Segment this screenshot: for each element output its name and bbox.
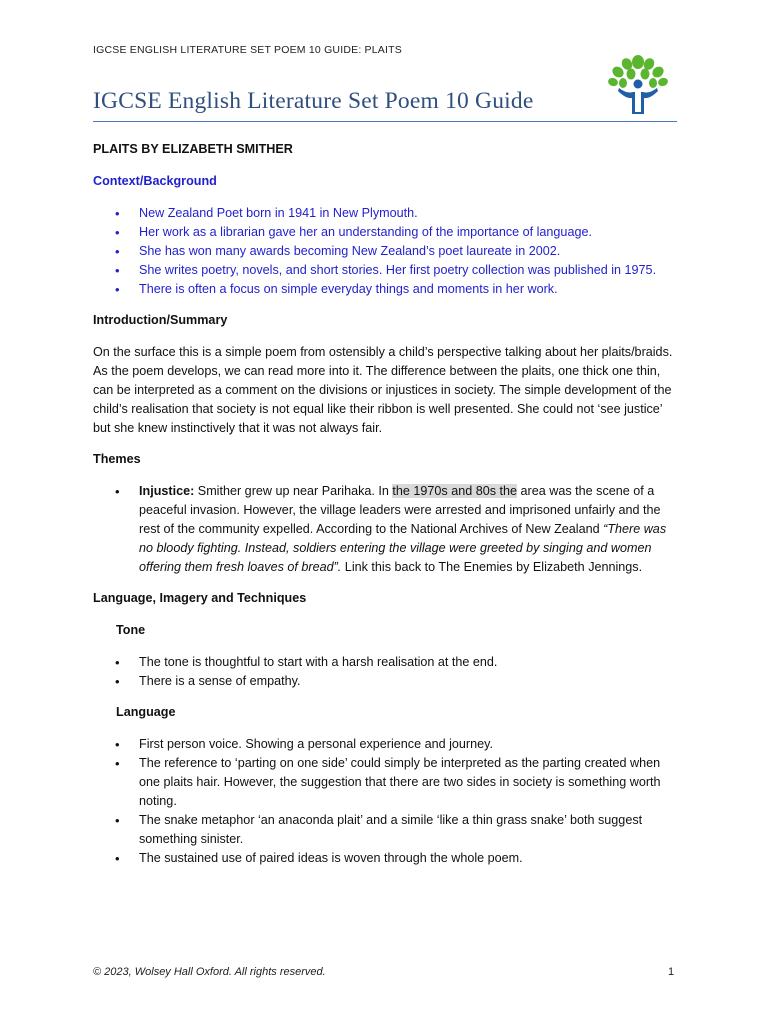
list-item: • She has won many awards becoming New Zealand’s poet laureate in 2002.: [93, 242, 673, 261]
poem-heading: PLAITS BY ELIZABETH SMITHER: [93, 142, 293, 156]
list-item: • New Zealand Poet born in 1941 in New Plymouth.: [93, 204, 673, 223]
tone-list: [93, 653, 673, 691]
theme-item-injustice: [93, 482, 673, 577]
introduction-paragraph: On the surface this is a simple poem from ostensibly a child’s perspective talking about her plaits/braids. As the poem develops, we can read more into it. The difference between the plaits, one thick one thin, can be interpreted as a comment on the divisions or injustices in society. The simple development of the child’s realisation that society is not equal like their ribbon is well presented. She could not ‘see justice’ but she knew instinctively that it was not always fair.: [93, 345, 673, 435]
list-item: • First person voice. Showing a personal experience and journey.: [93, 735, 673, 754]
list-item: • Her work as a librarian gave her an understanding of the importance of language.: [93, 223, 673, 242]
list-item: • There is often a focus on simple everyday things and moments in her work.: [93, 280, 673, 299]
context-list: [93, 204, 673, 299]
archive-quote: “There was no bloody fighting. Instead, soldiers entering the village were greeted by singing and women offering them fresh loaves of bread”.: [139, 522, 667, 574]
theme-text: area was the scene of a peaceful invasion. However, the village leaders were arrested and imprisoned unfairly and the rest of the community expelled. According to the National Archives of New Zealand: [139, 484, 661, 536]
list-item: • There is a sense of empathy.: [93, 672, 673, 691]
footer-copyright: © 2023, Wolsey Hall Oxford. All rights reserved.: [93, 966, 326, 978]
tone-heading: Tone: [116, 623, 146, 637]
context-heading: Context/Background: [93, 174, 217, 188]
list-item: • The tone is thoughtful to start with a harsh realisation at the end.: [93, 653, 673, 672]
theme-label: Injustice:: [139, 484, 195, 498]
page-title: IGCSE English Literature Set Poem 10 Guide: [93, 88, 534, 114]
page-number: 1: [668, 966, 675, 978]
tree-person-logo-icon: [605, 54, 671, 116]
list-item: • She writes poetry, novels, and short stories. Her first poetry collection was published in 1975.: [93, 261, 673, 280]
list-item: • The snake metaphor ‘an anaconda plait’ and a simile ‘like a thin grass snake’ both suggest something sinister.: [93, 811, 673, 849]
list-item: • The reference to ‘parting on one side’ could simply be interpreted as the parting created when one plaits hair. However, the suggestion that there are two sides in society is something worth noting.: [93, 754, 673, 811]
title-divider: [93, 121, 677, 122]
themes-heading: Themes: [93, 452, 141, 466]
theme-text: Link this back to The Enemies by Elizabeth Jennings.: [341, 560, 643, 574]
running-header: IGCSE ENGLISH LITERATURE SET POEM 10 GUIDE: PLAITS: [93, 44, 402, 56]
language-heading: Language: [116, 705, 176, 719]
theme-text: Smither grew up near Parihaka. In: [194, 484, 393, 498]
document-body: [93, 140, 673, 880]
highlighted-text: the 1970s and 80s the: [392, 484, 518, 498]
introduction-heading: Introduction/Summary: [93, 313, 228, 327]
themes-list: [93, 482, 673, 577]
language-section-heading: Language, Imagery and Techniques: [93, 591, 307, 605]
language-list: [93, 735, 673, 868]
list-item: • The sustained use of paired ideas is woven through the whole poem.: [93, 849, 673, 868]
